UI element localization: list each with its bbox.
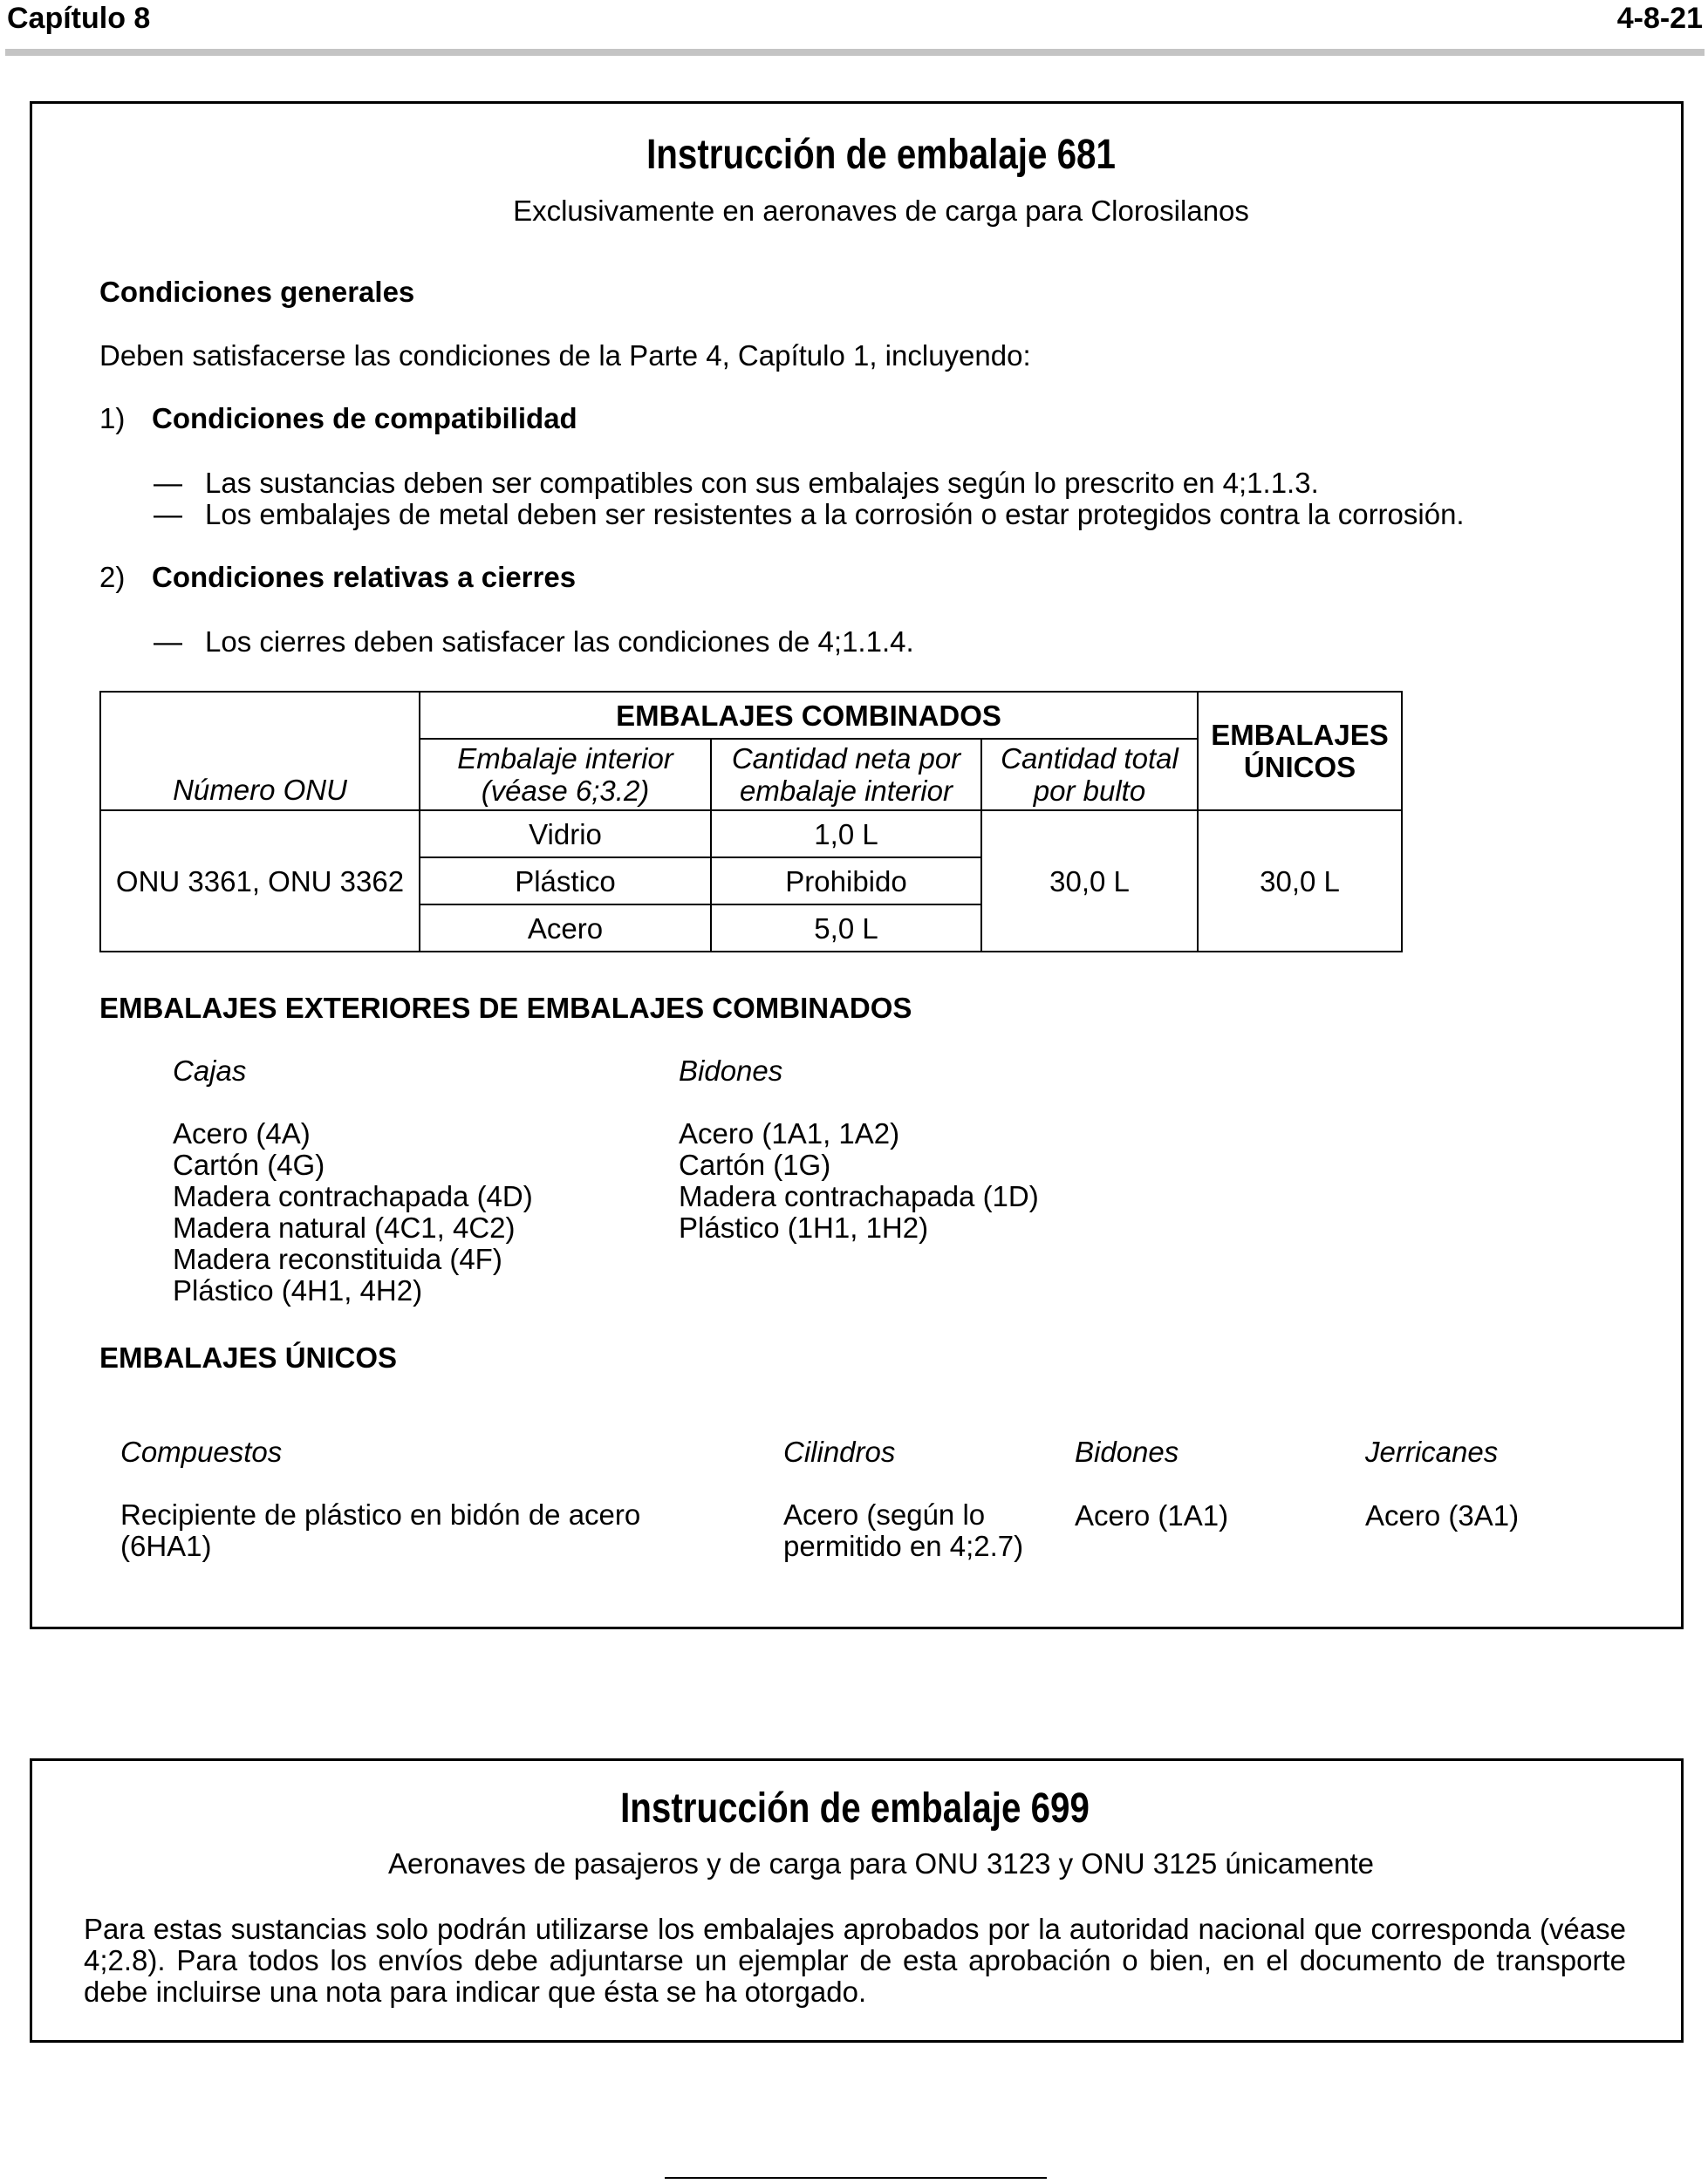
chapter-label: Capítulo 8: [7, 2, 151, 35]
table-row: [100, 810, 1402, 857]
total-quantity-header-line-1: Cantidad total: [1001, 742, 1179, 775]
single-quantity-cell: 30,0 L: [1198, 810, 1402, 952]
pi681-title: Instrucción de embalaje 681: [646, 132, 1116, 178]
net-quantity-cell: 1,0 L: [711, 810, 981, 857]
general-conditions-heading: Condiciones generales: [99, 276, 415, 308]
cylinders-heading: Cilindros: [783, 1436, 896, 1468]
pi681-subtitle: Exclusivamente en aeronaves de carga para Clorosilanos: [513, 195, 1249, 227]
inner-packaging-cell: Vidrio: [420, 810, 711, 857]
single-drums-heading: Bidones: [1075, 1436, 1179, 1468]
dash-bullet: —: [154, 467, 182, 499]
dash-bullet: —: [154, 625, 182, 658]
list-item: (6HA1): [120, 1530, 212, 1562]
combined-packagings-header: EMBALAJES COMBINADOS: [420, 692, 1198, 739]
condition-1-title: Condiciones de compatibilidad: [152, 402, 577, 434]
condition-2-item-1: Los cierres deben satisfacer las condiciones de 4;1.1.4.: [205, 625, 914, 658]
inner-packaging-header-line-2: (véase 6;3.2): [481, 775, 650, 807]
net-quantity-header: [711, 739, 981, 810]
list-item: Plástico (4H1, 4H2): [173, 1274, 423, 1307]
composites-list: [120, 1499, 640, 1562]
total-quantity-header: [981, 739, 1198, 810]
condition-2-title: Condiciones relativas a cierres: [152, 561, 577, 593]
cylinders-list: [783, 1499, 1023, 1562]
single-drums-item: Acero (1A1): [1075, 1499, 1229, 1532]
drums-heading: Bidones: [679, 1054, 783, 1087]
jerricans-item: Acero (3A1): [1365, 1499, 1520, 1532]
pi699-title: Instrucción de embalaje 699: [620, 1785, 1090, 1832]
single-packagings-header-line-1: EMBALAJES: [1211, 719, 1389, 751]
list-item: Madera contrachapada (4D): [173, 1180, 533, 1212]
condition-1-number: 1): [99, 402, 126, 434]
list-item: Recipiente de plástico en bidón de acero: [120, 1498, 641, 1531]
net-quantity-header-line-1: Cantidad neta por: [731, 742, 961, 775]
list-item: Acero (1A1, 1A2): [679, 1117, 900, 1150]
quantity-table: [99, 691, 1403, 952]
total-quantity-header-line-2: por bulto: [1033, 775, 1146, 807]
un-numbers-cell: ONU 3361, ONU 3362: [100, 810, 420, 952]
boxes-heading: Cajas: [173, 1054, 247, 1087]
composites-heading: Compuestos: [120, 1436, 283, 1468]
net-quantity-header-line-2: embalaje interior: [740, 775, 953, 807]
single-packagings-heading: EMBALAJES ÚNICOS: [99, 1341, 398, 1374]
list-item: Acero (según lo: [783, 1498, 986, 1531]
page-number: 4-8-21: [1616, 2, 1703, 35]
condition-1-item-1: Las sustancias deben ser compatibles con sus embalajes según lo prescrito en 4;1.1.3.: [205, 467, 1319, 499]
dash-bullet: —: [154, 498, 182, 530]
single-packagings-header: [1198, 692, 1402, 810]
drums-list: [679, 1118, 1039, 1244]
jerricans-heading: Jerricanes: [1365, 1436, 1499, 1468]
net-quantity-cell: Prohibido: [711, 857, 981, 904]
single-packagings-header-line-2: ÚNICOS: [1243, 751, 1356, 783]
outer-packagings-heading: EMBALAJES EXTERIORES DE EMBALAJES COMBINADOS: [99, 992, 912, 1024]
inner-packaging-cell: Acero: [420, 904, 711, 952]
list-item: Acero (4A): [173, 1117, 311, 1150]
header-rule: [5, 49, 1705, 56]
list-item: Cartón (1G): [679, 1149, 831, 1181]
list-item: Madera natural (4C1, 4C2): [173, 1211, 516, 1244]
inner-packaging-cell: Plástico: [420, 857, 711, 904]
boxes-list: [173, 1118, 533, 1307]
net-quantity-cell: 5,0 L: [711, 904, 981, 952]
list-item: Cartón (4G): [173, 1149, 325, 1181]
list-item: Plástico (1H1, 1H2): [679, 1211, 929, 1244]
pi699-paragraph: Para estas sustancias solo podrán utilizarse los embalajes aprobados por la autoridad nacional que corresponda (véase 4;2.8). Para todos los envíos debe adjuntarse un ejemplar de esta aprobación o bien, en el documento de transporte debe incluirse una nota para indicar que ésta se ha otorgado.: [84, 1913, 1626, 2008]
footer-rule: [665, 2177, 1047, 2179]
general-conditions-intro: Deben satisfacerse las condiciones de la Parte 4, Capítulo 1, incluyendo:: [99, 339, 1031, 372]
list-item: Madera reconstituida (4F): [173, 1243, 502, 1275]
un-number-header: Número ONU: [100, 739, 420, 810]
table-corner: [100, 692, 420, 739]
list-item: Madera contrachapada (1D): [679, 1180, 1039, 1212]
condition-1-item-2: Los embalajes de metal deben ser resistentes a la corrosión o estar protegidos contra la corrosión.: [205, 498, 1465, 530]
total-quantity-cell: 30,0 L: [981, 810, 1198, 952]
list-item: permitido en 4;2.7): [783, 1530, 1024, 1562]
pi699-subtitle: Aeronaves de pasajeros y de carga para ONU 3123 y ONU 3125 únicamente: [388, 1847, 1374, 1880]
condition-2-number: 2): [99, 561, 126, 593]
inner-packaging-header-line-1: Embalaje interior: [457, 742, 673, 775]
inner-packaging-header: [420, 739, 711, 810]
